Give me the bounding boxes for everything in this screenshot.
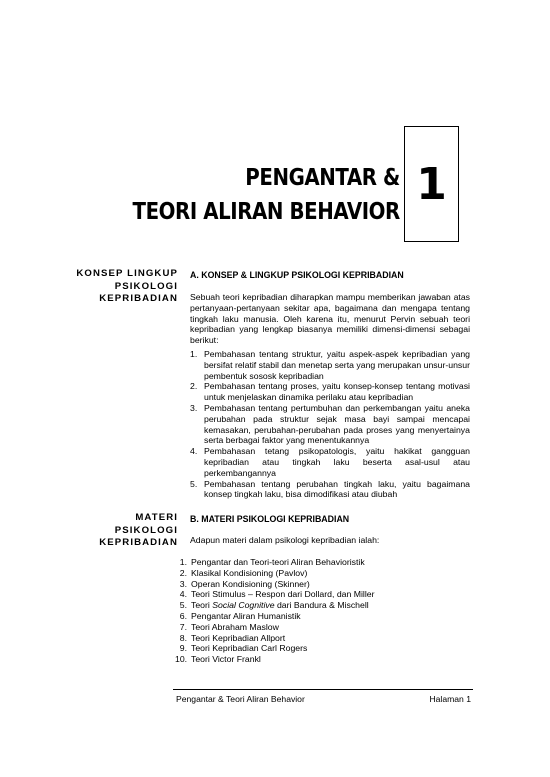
section-b-heading: B. MATERI PSIKOLOGI KEPRIBADIAN [190, 514, 350, 524]
list-item: 3. Operan Kondisioning (Skinner) [179, 578, 310, 589]
chapter-title [133, 162, 400, 230]
section-a-heading: A. KONSEP & LINGKUP PSIKOLOGI KEPRIBADIAN [190, 270, 404, 280]
list-item: 9. Teori Kepribadian Carl Rogers [179, 643, 308, 654]
list-item: 5. Teori Social Cognitive dari Bandura & Mischell [179, 600, 369, 611]
list-item: 3. Pembahasan tentang pertumbuhan dan perkembangan yaitu aneka perubahan pada struktur sejak masa bayi sampai mencapai kemasakan, perubahan-perubahan pada proses yang menyertainya serta berbagai faktor yang menentukannya [190, 402, 470, 446]
side-heading-line: MATERI [135, 512, 178, 523]
list-item: 4. Teori Stimulus – Respon dari Dollard, dan Miller [179, 589, 375, 600]
list-item: 5. Pembahasan tentang perubahan tingkah laku, yaitu bagaimana konsep tingkah laku, bisa dimodifikasi atau diubah [190, 478, 470, 500]
side-heading-line: PSIKOLOGI [114, 524, 178, 536]
chapter-title-line-1: PENGANTAR & [245, 165, 400, 191]
list-item: 8. Teori Kepribadian Allport [179, 632, 286, 643]
list-item: 6. Pengantar Aliran Humanistik [179, 610, 301, 621]
list-item: 10. Teori Victor Frankl [175, 654, 261, 665]
chapter-title-line-2: TEORI ALIRAN BEHAVIOR [132, 199, 400, 225]
chapter-number-box [404, 126, 459, 242]
footer-rule [173, 689, 473, 690]
footer-title: Pengantar & Teori Aliran Behavior [176, 694, 305, 704]
chapter-number: 1 [416, 159, 447, 210]
list-item: 1. Pengantar dan Teori-teori Aliran Behavioristik [179, 557, 365, 567]
list-item: 4. Pembahasan tetang psikopatologis, yaitu hakikat gangguan kepribadian atau tingkah laku beserta asal-usul atau perkembangannya [190, 446, 470, 478]
section-b-intro: Adapun materi dalam psikologi kepribadian ialah: [190, 535, 380, 545]
side-heading-line: KEPRIBADIAN [99, 537, 178, 549]
side-heading-materi [99, 512, 178, 550]
section-a-paragraph: Sebuah teori kepribadian diharapkan mampu memberikan jawaban atas pertanyaan-pertanyaan sekitar apa, bagaimana dan mengapa tentang tingkah laku manusia. Oleh karena itu, menurut Pervin sebuah teori kepribadian yang lengkap biasanya memiliki dimensi-dimensi sebagai berikut: [190, 292, 470, 346]
list-item: 7. Teori Abraham Maslow [179, 621, 279, 632]
side-heading-line: KEPRIBADIAN [99, 293, 178, 305]
section-a-list [190, 349, 470, 500]
side-heading-konsep [76, 268, 178, 306]
list-item: 2. Klasikal Kondisioning (Pavlov) [179, 567, 308, 578]
side-heading-line: KONSEP LINGKUP [76, 268, 178, 279]
list-item: 1. Pembahasan tentang struktur, yaitu aspek-aspek kepribadian yang bersifat relatif stabil dan menetap serta yang merupakan unsur-unsur pembentuk sososk kepribadian [190, 349, 470, 381]
list-item: 2. Pembahasan tentang proses, yaitu konsep-konsep tentang motivasi untuk menjelaskan dinamika perilaku atau kepribadian [190, 381, 470, 403]
side-heading-line: PSIKOLOGI [114, 280, 178, 292]
section-b-list [175, 557, 455, 665]
page-number: Halaman 1 [429, 694, 471, 704]
